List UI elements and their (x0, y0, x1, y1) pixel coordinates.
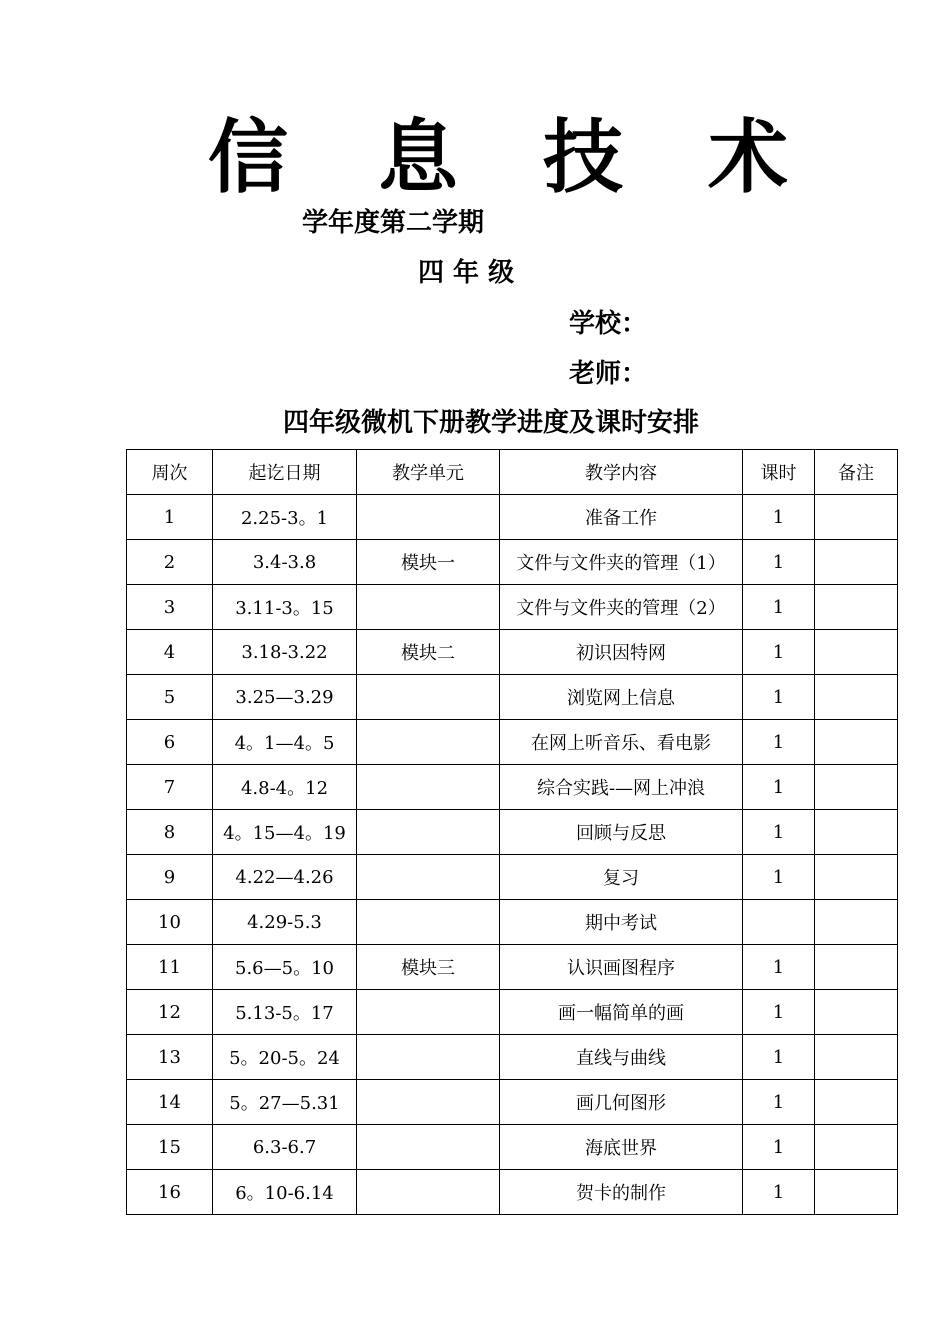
cell-hours: 1 (743, 1035, 815, 1080)
cell-notes (815, 855, 898, 900)
cell-unit: 模块二 (357, 630, 500, 675)
cell-dates: 3.11-3。15 (213, 585, 357, 630)
cell-unit: 模块三 (357, 945, 500, 990)
cell-week: 2 (127, 540, 213, 585)
cell-week: 5 (127, 675, 213, 720)
title-char-2: 息 (378, 111, 458, 204)
cell-hours: 1 (743, 1170, 815, 1215)
cell-dates: 4.8-4。12 (213, 765, 357, 810)
cell-notes (815, 1170, 898, 1215)
cell-unit (357, 585, 500, 630)
cell-hours: 1 (743, 1080, 815, 1125)
table-row (127, 810, 898, 855)
cell-notes (815, 1125, 898, 1170)
table-row (127, 540, 898, 585)
cell-content: 回顾与反思 (500, 810, 743, 855)
cell-notes (815, 675, 898, 720)
table-header-row (127, 450, 898, 495)
cell-dates: 3.18-3.22 (213, 630, 357, 675)
header-dates: 起讫日期 (213, 450, 357, 495)
cell-unit (357, 855, 500, 900)
cell-hours: 1 (743, 855, 815, 900)
header-content: 教学内容 (500, 450, 743, 495)
cell-content: 文件与文件夹的管理（1） (500, 540, 743, 585)
cell-notes (815, 495, 898, 540)
table-row (127, 585, 898, 630)
cell-dates: 6。10-6.14 (213, 1170, 357, 1215)
cell-week: 13 (127, 1035, 213, 1080)
cell-week: 4 (127, 630, 213, 675)
cell-hours: 1 (743, 810, 815, 855)
cell-unit (357, 495, 500, 540)
cell-hours: 1 (743, 675, 815, 720)
cell-notes (815, 765, 898, 810)
cell-content: 认识画图程序 (500, 945, 743, 990)
cell-dates: 5。27—5.31 (213, 1080, 357, 1125)
cell-notes (815, 990, 898, 1035)
cell-unit (357, 720, 500, 765)
cell-content: 初识因特网 (500, 630, 743, 675)
cell-week: 8 (127, 810, 213, 855)
title-char-3: 技 (543, 111, 623, 204)
cell-notes (815, 585, 898, 630)
cell-dates: 3.4-3.8 (213, 540, 357, 585)
table-row (127, 900, 898, 945)
title-char-4: 术 (708, 111, 788, 204)
cell-content: 画一幅简单的画 (500, 990, 743, 1035)
cell-unit (357, 1035, 500, 1080)
cell-notes (815, 540, 898, 585)
cell-hours: 1 (743, 1125, 815, 1170)
cell-dates: 2.25-3。1 (213, 495, 357, 540)
table-row (127, 990, 898, 1035)
cell-week: 1 (127, 495, 213, 540)
cell-content: 浏览网上信息 (500, 675, 743, 720)
cell-content: 综合实践-—网上冲浪 (500, 765, 743, 810)
cell-content: 画几何图形 (500, 1080, 743, 1125)
title-char-1: 信 (208, 111, 288, 204)
cell-content: 期中考试 (500, 900, 743, 945)
cell-week: 14 (127, 1080, 213, 1125)
table-row (127, 765, 898, 810)
cell-week: 3 (127, 585, 213, 630)
cell-hours: 1 (743, 495, 815, 540)
cell-notes (815, 1080, 898, 1125)
cell-unit (357, 810, 500, 855)
cell-dates: 4.29-5.3 (213, 900, 357, 945)
cell-hours: 1 (743, 765, 815, 810)
table-row (127, 1170, 898, 1215)
cell-dates: 6.3-6.7 (213, 1125, 357, 1170)
cell-dates: 5.6—5。10 (213, 945, 357, 990)
cell-dates: 5。20-5。24 (213, 1035, 357, 1080)
cell-content: 贺卡的制作 (500, 1170, 743, 1215)
cell-content: 准备工作 (500, 495, 743, 540)
cell-hours: 1 (743, 630, 815, 675)
cell-week: 7 (127, 765, 213, 810)
cell-content: 直线与曲线 (500, 1035, 743, 1080)
cell-notes (815, 630, 898, 675)
cell-unit (357, 675, 500, 720)
cell-week: 12 (127, 990, 213, 1035)
table-body (127, 495, 898, 1215)
table-row (127, 1080, 898, 1125)
cell-content: 文件与文件夹的管理（2） (500, 585, 743, 630)
cell-unit (357, 1170, 500, 1215)
header-unit: 教学单元 (357, 450, 500, 495)
cell-notes (815, 945, 898, 990)
cell-dates: 4。15—4。19 (213, 810, 357, 855)
cell-dates: 4。1—4。5 (213, 720, 357, 765)
cell-week: 6 (127, 720, 213, 765)
cell-week: 15 (127, 1125, 213, 1170)
cell-unit (357, 765, 500, 810)
cell-week: 11 (127, 945, 213, 990)
table-row (127, 720, 898, 765)
cell-content: 复习 (500, 855, 743, 900)
table-row (127, 495, 898, 540)
cell-hours: 1 (743, 720, 815, 765)
cell-notes (815, 1035, 898, 1080)
table-row (127, 1125, 898, 1170)
cell-content: 在网上听音乐、看电影 (500, 720, 743, 765)
cell-hours: 1 (743, 540, 815, 585)
term-label: 学年度第二学期 (302, 208, 485, 238)
cell-notes (815, 810, 898, 855)
cell-content: 海底世界 (500, 1125, 743, 1170)
table-row (127, 675, 898, 720)
cell-notes (815, 720, 898, 765)
teacher-label: 老师： (569, 359, 648, 389)
header-hours: 课时 (743, 450, 815, 495)
header-notes: 备注 (815, 450, 898, 495)
cell-dates: 5.13-5。17 (213, 990, 357, 1035)
table-row (127, 630, 898, 675)
header-week: 周次 (127, 450, 213, 495)
cell-unit (357, 900, 500, 945)
cell-dates: 3.25—3.29 (213, 675, 357, 720)
cell-unit (357, 1080, 500, 1125)
table-row (127, 945, 898, 990)
table-row (127, 1035, 898, 1080)
cell-hours: 1 (743, 990, 815, 1035)
cell-unit (357, 1125, 500, 1170)
cell-hours: 1 (743, 945, 815, 990)
cell-unit (357, 990, 500, 1035)
grade-label: 四 年 级 (418, 258, 515, 288)
table-title: 四年级微机下册教学进度及课时安排 (283, 408, 700, 438)
cell-notes (815, 900, 898, 945)
cell-hours: 1 (743, 585, 815, 630)
cell-week: 9 (127, 855, 213, 900)
cell-week: 16 (127, 1170, 213, 1215)
cell-week: 10 (127, 900, 213, 945)
table-row (127, 855, 898, 900)
schedule-table (126, 449, 898, 1215)
school-label: 学校： (569, 309, 648, 339)
cell-dates: 4.22—4.26 (213, 855, 357, 900)
cell-unit: 模块一 (357, 540, 500, 585)
cell-hours (743, 900, 815, 945)
